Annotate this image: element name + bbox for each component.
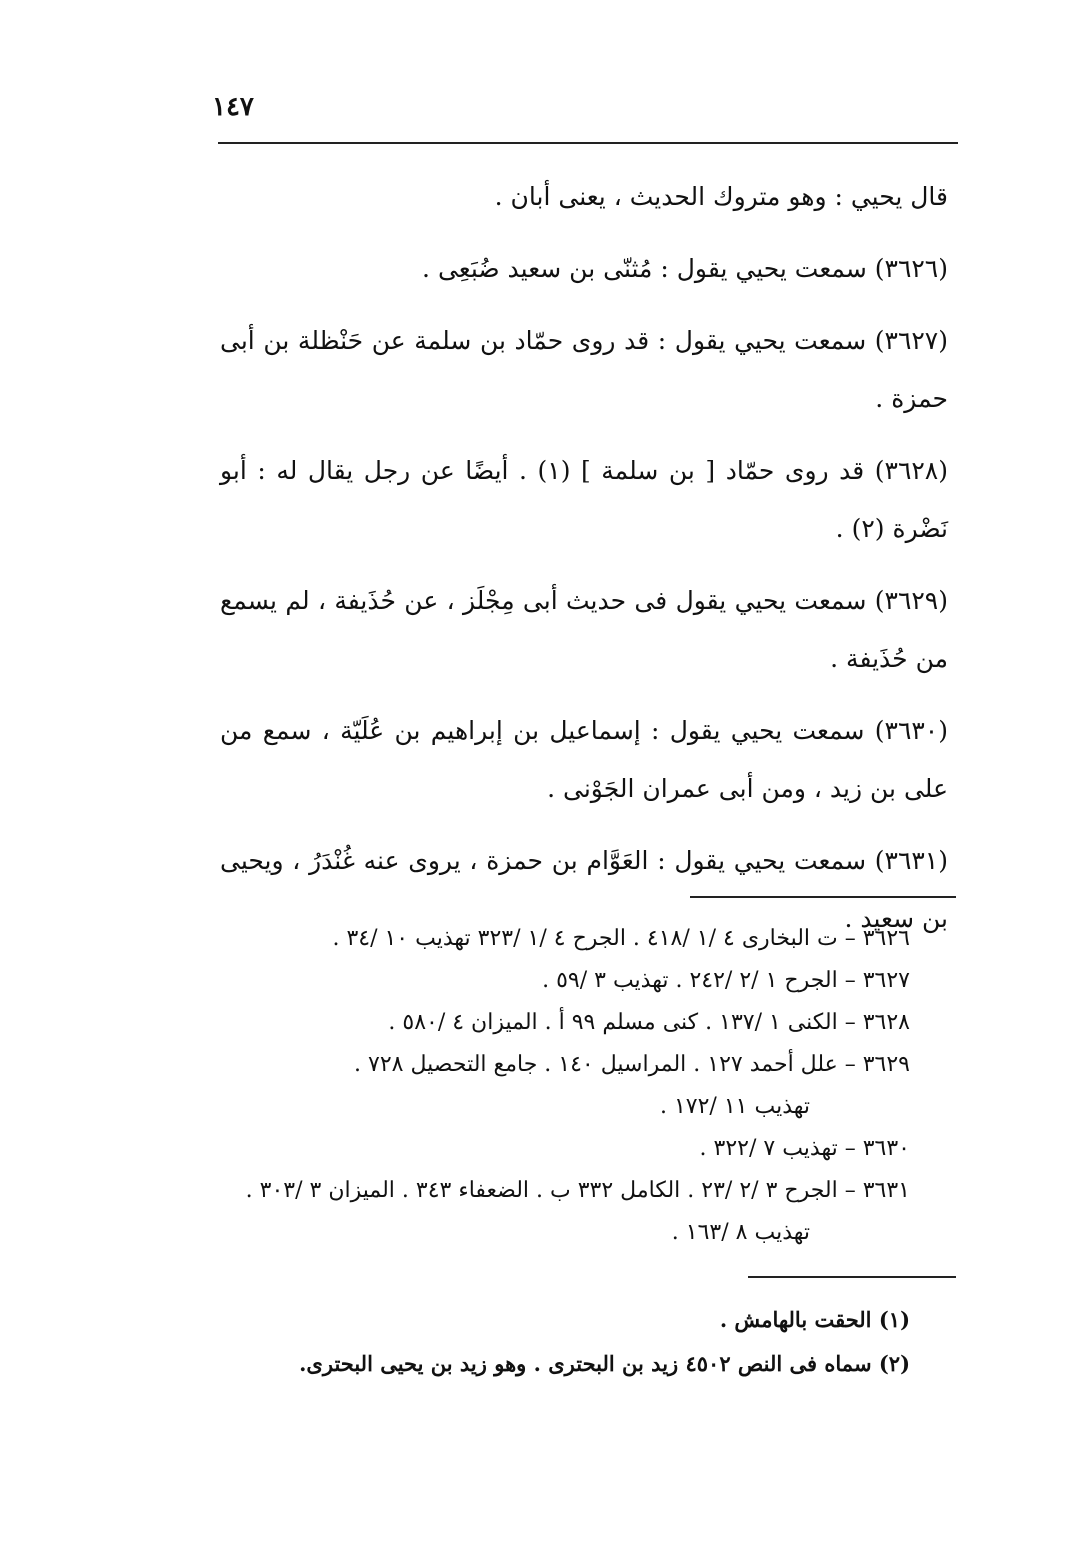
paragraph-3628: (٣٦٢٨) قد روى حمّاد [ بن سلمة ] (١) . أيضًا عن رجل يقال له : أبو نَضْرة (٢) . [220, 456, 948, 543]
main-text [220, 168, 948, 962]
references-rule [690, 896, 956, 898]
reference-3631-continued: تهذيب ٨ /١٦٣ . [671, 1220, 810, 1245]
paragraph-3627: (٣٦٢٧) سمعت يحيي يقول : قد روى حمّاد بن سلمة عن حَنْظلة بن أبى حمزة . [220, 326, 948, 413]
paragraph-3629: (٣٦٢٩) سمعت يحيي يقول فى حديث أبى مِجْلَز ، عن حُذَيفة ، لم يسمع من حُذَيفة . [220, 586, 948, 673]
reference-3627: ٣٦٢٧ – الجرح ١ /٢ /٢٤٢ . تهذيب ٣ /٥٩ . [542, 968, 910, 993]
paragraph-3630: (٣٦٣٠) سمعت يحيي يقول : إسماعيل بن إبراهيم بن عُلَيّة ، سمع من على بن زيد ، ومن أبى عمران الجَوْنى . [220, 716, 948, 803]
footnotes [214, 1298, 910, 1386]
reference-3630: ٣٦٣٠ – تهذيب ٧ /٣٢٢ . [699, 1136, 910, 1161]
footnotes-rule [748, 1276, 956, 1278]
paragraph: قال يحيي : وهو متروك الحديث ، يعنى أبان . [494, 182, 948, 211]
references-list [220, 918, 910, 1254]
paragraph-3631: (٣٦٣١) سمعت يحيي يقول : العَوَّام بن حمزة ، يروى عنه غُنْدَرُ ، ويحيى بن سعيد . [220, 846, 948, 933]
reference-3631: ٣٦٣١ – الجرح ٣ /٢ /٢٣ . الكامل ٣٣٢ ب . الضعفاء ٣٤٣ . الميزان ٣ /٣٠٣ . [245, 1178, 910, 1203]
reference-3626: ٣٦٢٦ – ت البخارى ٤ /١ /٤١٨ . الجرح ٤ /١ /٣٢٣ تهذيب ١٠ /٣٤ . [332, 926, 910, 951]
page-number: ١٤٧ [212, 92, 254, 122]
reference-3629: ٣٦٢٩ – علل أحمد ١٢٧ . المراسيل ١٤٠ . جامع التحصيل ٧٢٨ . [354, 1052, 910, 1077]
reference-3628: ٣٦٢٨ – الكنى ١ /١٣٧ . كنى مسلم ٩٩ أ . الميزان ٤ /٥٨٠ . [388, 1010, 910, 1035]
footnote-2: (٢) سماه فى النص ٤٥٠٢ زيد بن البحترى . وهو زيد بن يحيى البحترى. [299, 1351, 910, 1376]
header-rule [218, 142, 958, 144]
footnote-1: (١) الحقت بالهامش . [719, 1307, 910, 1332]
reference-3629-continued: تهذيب ١١ /١٧٢ . [659, 1094, 810, 1119]
paragraph-3626: (٣٦٢٦) سمعت يحيي يقول : مُثنّى بن سعيد ضُبَعِى . [422, 254, 948, 283]
